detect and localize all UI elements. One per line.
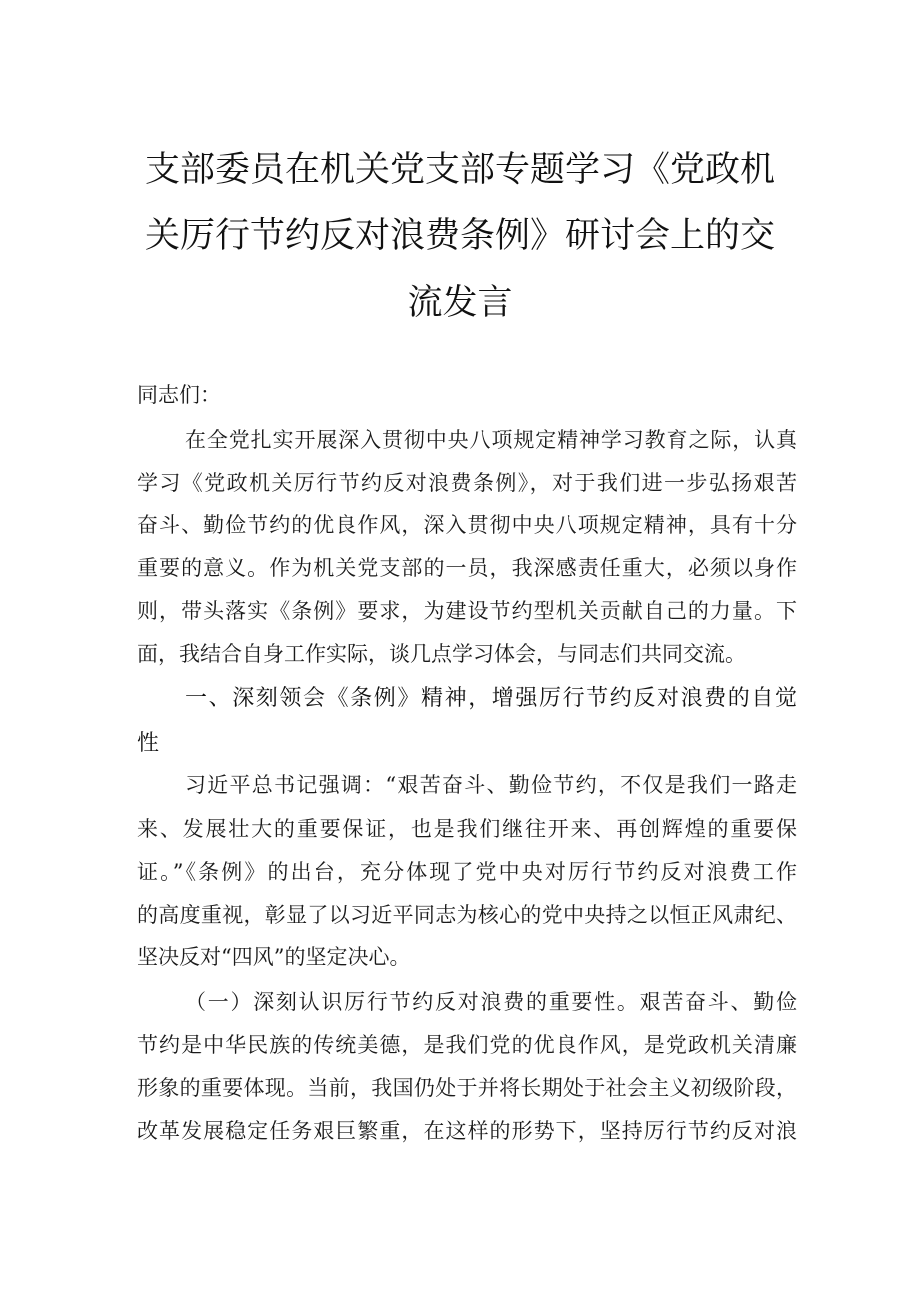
paragraph1-line: 学习《党政机关厉行节约反对浪费条例》，对于我们进一步弘扬艰苦	[137, 471, 797, 495]
paragraph2-line: 的高度重视，彰显了以习近平同志为核心的党中央持之以恒正风肃纪、	[137, 903, 797, 927]
paragraph2-line: 证。”《条例》的出台，充分体现了党中央对厉行节约反对浪费工作	[137, 860, 797, 884]
section-heading-line: 性	[137, 731, 160, 756]
paragraph1-line: 奋斗、勤俭节约的优良作风，深入贯彻中央八项规定精神，具有十分	[137, 513, 797, 537]
paragraph2-line: 坚决反对“四风”的坚定决心。	[137, 945, 411, 969]
paragraph1-line: 则，带头落实《条例》要求，为建设节约型机关贡献自己的力量。下	[137, 599, 797, 623]
paragraph1-line: 面，我结合自身工作实际，谈几点学习体会，与同志们共同交流。	[137, 642, 746, 666]
paragraph1-line: 在全党扎实开展深入贯彻中央八项规定精神学习教育之际，认真	[185, 428, 797, 452]
paragraph2-line: 习近平总书记强调：“艰苦奋斗、勤俭节约，不仅是我们一路走	[185, 773, 797, 797]
paragraph2-line: 来、发展壮大的重要保证，也是我们继往开来、再创辉煌的重要保	[137, 817, 797, 841]
document-title-line-3: 流发言	[407, 283, 513, 323]
section-heading-line: 一、深刻领会《条例》精神，增强厉行节约反对浪费的自觉	[185, 686, 797, 711]
paragraph1-line: 重要的意义。作为机关党支部的一员，我深感责任重大，必须以身作	[137, 556, 797, 580]
paragraph3-line: 节约是中华民族的传统美德，是我们党的优良作风，是党政机关清廉	[137, 1033, 797, 1057]
paragraph3-line: 改革发展稳定任务艰巨繁重，在这样的形势下，坚持厉行节约反对浪	[137, 1119, 797, 1143]
paragraph3-line: 形象的重要体现。当前，我国仍处于并将长期处于社会主义初级阶段，	[137, 1076, 797, 1100]
document-title-line-2: 关厉行节约反对浪费条例》研讨会上的交	[144, 216, 775, 256]
document-title-line-1: 支部委员在机关党支部专题学习《党政机	[144, 150, 775, 190]
salutation: 同志们：	[137, 383, 221, 407]
paragraph3-line: （一）深刻认识厉行节约反对浪费的重要性。艰苦奋斗、勤俭	[185, 990, 797, 1014]
